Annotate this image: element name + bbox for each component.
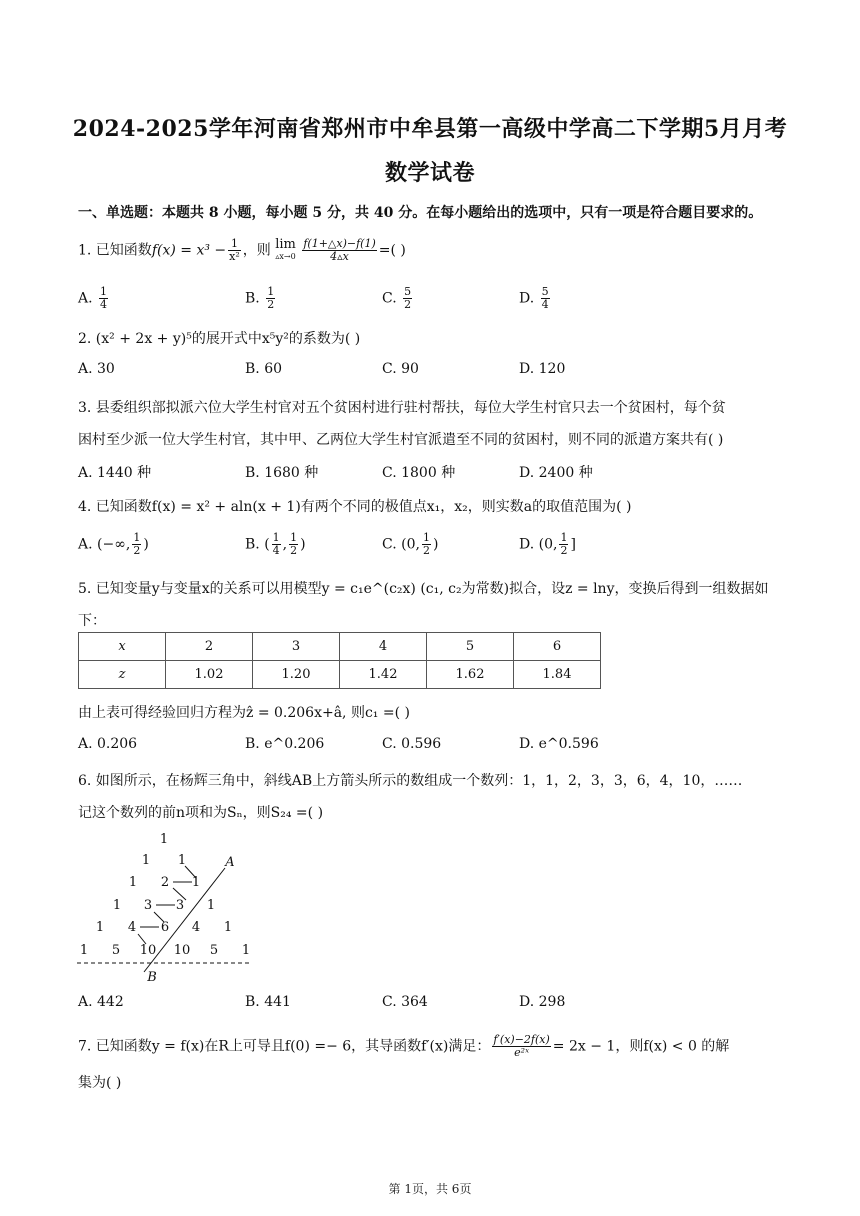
q1-frac-num: 1 (228, 238, 241, 251)
q4-d-den: 2 (560, 544, 568, 557)
tri-1-0: 1 (141, 853, 151, 868)
q1-option-d (519, 286, 552, 311)
table-cell: 3 (253, 633, 340, 661)
q4-option-b: B. ( $\frac{1}{4}$ , $\frac{1}{2}$ ) (245, 531, 306, 557)
q1-lim-num: f(1+△x)−f(1) (303, 237, 376, 250)
question-1 (78, 238, 406, 263)
q1-d-frac (541, 286, 550, 311)
q1-b-den: 2 (267, 298, 275, 311)
q1-frac-den: x² (229, 250, 240, 263)
question-5-line2: 下： (78, 613, 106, 629)
q1-d-num: 5 (541, 285, 549, 298)
question-5-regression: 由上表可得经验回归方程为ẑ = 0.206x+â, 则c₁ =( ) (78, 705, 410, 721)
q1-option-b (245, 286, 277, 311)
question-7-line2: 集为( ) (78, 1075, 122, 1091)
q3-option-d: D. 2400 种 (519, 465, 593, 481)
tri-0-0: 1 (159, 832, 169, 847)
q4-d-frac (559, 532, 568, 557)
table-row-z (79, 661, 601, 689)
q7-fraction (492, 1034, 550, 1059)
arrow-1 (185, 866, 196, 878)
q4-c-label: C. (382, 536, 397, 553)
table-cell: x (79, 633, 166, 661)
q2-option-a: A. 30 (78, 361, 115, 377)
q4-option-a (78, 532, 149, 557)
q4-c-frac (422, 532, 431, 557)
q4-option-c (382, 532, 438, 557)
q1-limit-fraction (302, 238, 376, 263)
q4-a-den: 2 (133, 544, 141, 557)
q1-option-a (78, 286, 110, 311)
q1-b-num: 1 (267, 285, 275, 298)
table-cell: 2 (166, 633, 253, 661)
q1-lim-word: lim (275, 236, 296, 252)
q1-prefix: 1. 已知函数 (78, 242, 152, 259)
question-4: 4. 已知函数f(x) = x² + aln(x + 1)有两个不同的极值点x₁，x₂，则实数a的取值范围为( ) (78, 499, 632, 515)
q1-func: f(x) = x³ − (151, 242, 227, 259)
q4-d-num: 1 (560, 531, 568, 544)
question-3-line2: 困村至少派一位大学生村官，其中甲、乙两位大学生村官派遣至不同的贫困村，则不同的派遣方案共有( ) (78, 432, 724, 448)
q4-b-right: ) (300, 536, 306, 553)
question-2: 2. (x² + 2x + y)⁵的展开式中x⁵y²的系数为( ) (78, 331, 361, 347)
q5-option-a: A. 0.206 (78, 736, 138, 752)
tri-5-5: 1 (241, 943, 251, 958)
q4-d-label: D. (519, 536, 535, 553)
q1-a-frac (99, 286, 108, 311)
q1-d-label: D. (519, 290, 535, 307)
q1-lim-sub: ▵x→0 (275, 251, 296, 261)
q3-option-a: A. 1440 种 (78, 465, 152, 481)
q2-option-c: C. 90 (382, 361, 419, 377)
tri-5-1: 5 (111, 943, 121, 958)
q1-fraction (228, 238, 241, 263)
q4-a-left: (−∞, (97, 536, 131, 553)
tri-4-0: 1 (95, 920, 105, 935)
question-5-line1: 5. 已知变量y与变量x的关系可以用模型y = c₁e^(c₂x) (c₁, c₂为常数)拟合，设z = lny，变换后得到一组数据如 (78, 581, 769, 597)
q3-option-b: B. 1680 种 (245, 465, 319, 481)
q4-b-frac2 (289, 532, 298, 557)
q4-d-left: (0, (538, 536, 558, 553)
table-cell: 1.42 (340, 661, 427, 689)
tri-1-1: 1 (177, 853, 187, 868)
q2-option-d: D. 120 (519, 361, 566, 377)
q5-option-d: D. e^0.596 (519, 736, 599, 752)
tri-5-3: 10 (173, 943, 191, 958)
q4-a-frac (132, 532, 141, 557)
q1-c-den: 2 (404, 298, 412, 311)
question-3-line1: 3. 县委组织部拟派六位大学生村官对五个贫困村进行驻村帮扶，每位大学生村官只去一个贫困村，每个贫 (78, 400, 726, 416)
question-7-line1 (78, 1034, 729, 1059)
q6-option-d: D. 298 (519, 994, 566, 1010)
q4-option-d (519, 532, 576, 557)
q4-b-lnum: 1 (272, 531, 280, 544)
tri-4-1: 4 (127, 920, 137, 935)
q4-a-right: ) (143, 536, 149, 553)
q4-b-num: 1 (290, 531, 298, 544)
q4-b-lden: 4 (272, 544, 280, 557)
q2-option-b: B. 60 (245, 361, 283, 377)
q4-b-left: ( (264, 536, 270, 553)
q1-c-num: 5 (404, 285, 412, 298)
q5-option-c: C. 0.596 (382, 736, 442, 752)
table-cell: 6 (514, 633, 601, 661)
table-row-x (79, 633, 601, 661)
table-cell: z (79, 661, 166, 689)
q1-limit (275, 236, 296, 263)
q4-c-num: 1 (422, 531, 430, 544)
tri-4-2: 6 (160, 920, 170, 935)
arrow-5 (154, 912, 164, 922)
tri-2-2: 1 (191, 875, 201, 890)
tri-5-4: 5 (209, 943, 219, 958)
tri-3-0: 1 (112, 898, 122, 913)
q4-b-frac1 (272, 532, 281, 557)
table-cell: 5 (427, 633, 514, 661)
q4-a-num: 1 (133, 531, 141, 544)
q6-option-c: C. 364 (382, 994, 428, 1010)
pascal-triangle-figure (72, 826, 262, 986)
tri-5-2: 10 (139, 943, 157, 958)
q1-b-label: B. (245, 290, 260, 307)
q4-b-label: B. (245, 536, 260, 553)
table-cell: 1.84 (514, 661, 601, 689)
question-6-line2: 记这个数列的前n项和为Sₙ，则S₂₄ =( ) (78, 805, 324, 821)
q3-option-c: C. 1800 种 (382, 465, 456, 481)
exam-title-line2: 数学试卷 (384, 160, 475, 186)
q4-a-label: A. (78, 536, 93, 553)
exam-title-line1: 2024-2025学年河南省郑州市中牟县第一高级中学高二下学期5月月考 (72, 116, 788, 142)
label-a: A (225, 855, 235, 870)
table-cell: 4 (340, 633, 427, 661)
q1-a-label: A. (78, 290, 93, 307)
page-footer: 第 1页，共 6页 (388, 1182, 472, 1196)
tri-3-2: 3 (175, 898, 185, 913)
q6-option-b: B. 441 (245, 994, 291, 1010)
tri-2-1: 2 (160, 875, 170, 890)
tri-3-3: 1 (206, 898, 216, 913)
tri-4-3: 4 (191, 920, 201, 935)
q1-option-c (382, 286, 414, 311)
q4-c-left: (0, (401, 536, 420, 553)
table-cell: 1.62 (427, 661, 514, 689)
q1-a-num: 1 (100, 285, 108, 298)
data-table (78, 632, 601, 689)
q1-c-frac (403, 286, 412, 311)
q4-c-right: ) (432, 536, 439, 553)
q1-b-frac (266, 286, 275, 311)
section-heading: 一、单选题：本题共 8 小题，每小题 5 分，共 40 分。在每小题给出的选项中，只有一项是符合题目要求的。 (78, 205, 763, 221)
tri-2-0: 1 (128, 875, 138, 890)
q1-a-den: 4 (100, 298, 108, 311)
label-b: B (147, 970, 157, 985)
q4-d-right: ] (570, 536, 576, 553)
q7-text-a: 7. 已知函数y = f(x)在R上可导且f(0) =− 6，其导函数f′(x)满足： (78, 1038, 491, 1055)
q5-option-b: B. e^0.206 (245, 736, 325, 752)
q1-mid: ，则 (242, 242, 271, 259)
q1-lim-den: 4▵x (330, 250, 349, 263)
table-cell: 1.02 (166, 661, 253, 689)
q7-text-b: = 2x − 1，则f(x) < 0 的解 (552, 1038, 730, 1055)
q4-c-den: 2 (422, 544, 430, 557)
q6-option-a: A. 442 (78, 994, 124, 1010)
q1-c-label: C. (382, 290, 397, 307)
q7-frac-den: e²ˣ (514, 1046, 529, 1059)
q7-frac-num: f′(x)−2f(x) (493, 1033, 550, 1046)
tri-3-1: 3 (143, 898, 153, 913)
question-6-line1: 6. 如图所示，在杨辉三角中，斜线AB上方箭头所示的数组成一个数列：1，1，2，3，3，6，4，10，…… (78, 773, 743, 789)
tri-4-4: 1 (223, 920, 233, 935)
table-cell: 1.20 (253, 661, 340, 689)
tri-5-0: 1 (79, 943, 89, 958)
q1-suffix: =( ) (378, 242, 406, 259)
q1-d-den: 4 (541, 298, 549, 311)
q4-b-den: 2 (290, 544, 298, 557)
